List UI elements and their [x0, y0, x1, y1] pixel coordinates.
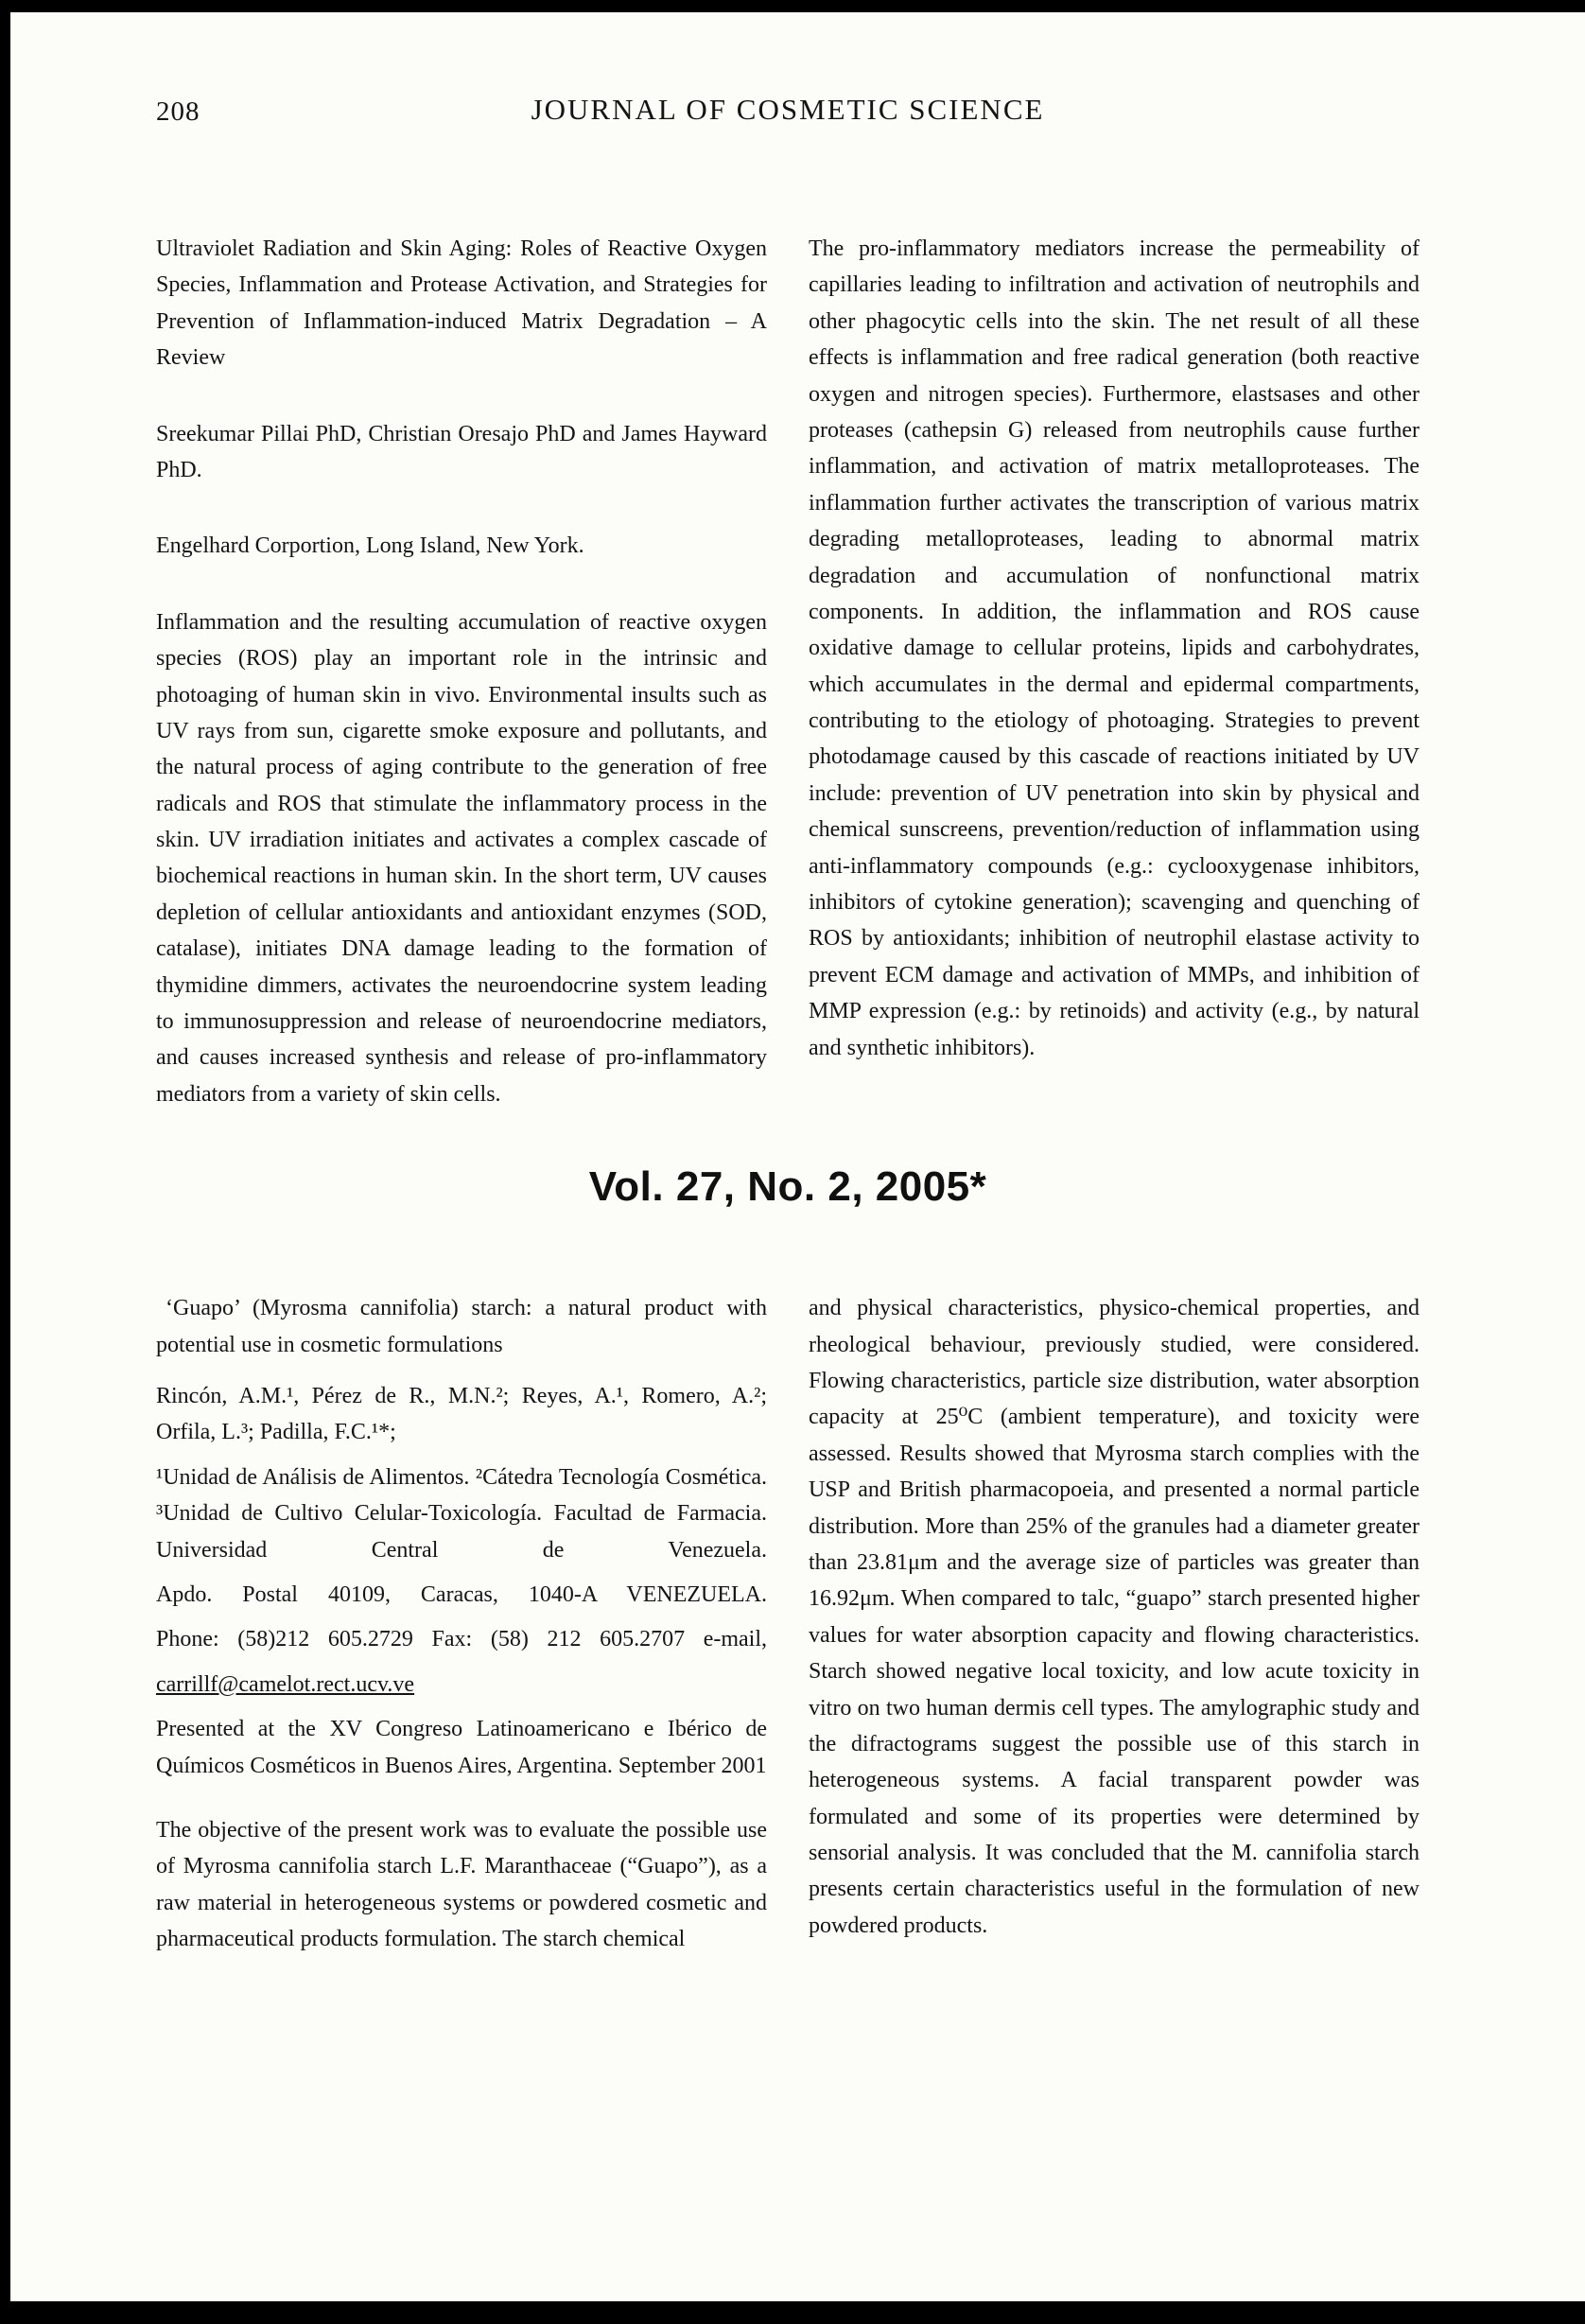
- abstract-1-authors: Sreekumar Pillai PhD, Christian Oresajo PhD and James Hayward PhD.: [156, 421, 767, 482]
- abstract-1-body-left: Inflammation and the resulting accumulation of reactive oxygen species (ROS) play an important role in the intrinsic and photoaging of human skin in vivo. Environmental insults such as UV rays from sun, cigarette smoke exposure and pollutants, and the natural process of aging contribute to the generation of free radicals and ROS that stimulate the inflammatory process in the skin. UV irradiation initiates and activates a complex cascade of biochemical reactions in human skin. In the short term, UV causes depletion of cellular antioxidants and antioxidant enzymes (SOD, catalase), initiates DNA damage leading to the formation of thymidine dimmers, activates the neuroendocrine system leading to immunosuppression and release of neuroendocrine mediators, and causes increased synthesis and release of pro-inflammatory mediators from a variety of skin cells.: [156, 609, 767, 1107]
- abstract-1-affiliation: Engelhard Corportion, Long Island, New York.: [156, 533, 584, 559]
- abstract-2-section: [156, 1290, 1420, 1957]
- abstract-2-presented-note: Presented at the XV Congreso Latinoamericano e Ibérico de Químicos Cosméticos in Buenos Aires, Argentina. September 2001: [156, 1717, 767, 1778]
- abstract-1-right-column: [809, 231, 1420, 1066]
- abstract-1-left-column: [156, 231, 767, 1112]
- scan-border-bottom: [0, 2301, 1585, 2324]
- abstract-2-authors: Rincón, A.M.¹, Pérez de R., M.N.²; Reyes, A.¹, Romero, A.²; Orfila, L.³; Padilla, F.C.¹*;: [156, 1383, 767, 1445]
- abstract-1-body-right: The pro-inflammatory mediators increase the permeability of capillaries leading to infiltration and activation of neutrophils and other phagocytic cells into the skin. The net result of all these effects is inflammation and free radical generation (both reactive oxygen and nitrogen species). Furthermore, elastsases and other proteases (cathepsin G) released from neutrophils cause further inflammation, and activation of matrix metalloproteases. The inflammation further activates the transcription of various matrix degrading metalloproteases, leading to abnormal matrix degradation and accumulation of nonfunctional matrix components. In addition, the inflammation and ROS cause oxidative damage to cellular proteins, lipids and carbohydrates, which accumulates in the dermal and epidermal compartments, contributing to the etiology of photoaging. Strategies to prevent photodamage caused by this cascade of reactions initiated by UV include: prevention of UV penetration into skin by physical and chemical sunscreens, prevention/reduction of inflammation using anti-inflammatory compounds (e.g.: cyclooxygenase inhibitors, inhibitors of cytokine generation); scavenging and quenching of ROS by antioxidants; inhibition of neutrophil elastase activity to prevent ECM damage and activation of MMPs, and inhibition of MMP expression (e.g.: by retinoids) and activity (e.g., by natural and synthetic inhibitors).: [809, 236, 1420, 1060]
- abstract-2-email: carrillf@camelot.rect.ucv.ve: [156, 1671, 415, 1697]
- journal-title: JOURNAL OF COSMETIC SCIENCE: [531, 93, 1045, 126]
- page-header: [156, 91, 1420, 136]
- abstract-2-title: ‘Guapo’ (Myrosma cannifolia) starch: a natural product with potential use in cosmetic formulations: [156, 1296, 767, 1357]
- page-number: 208: [156, 96, 200, 127]
- abstract-2-affiliation: ¹Unidad de Análisis de Alimentos. ²Cátedra Tecnología Cosmética. ³Unidad de Cultivo Celular-Toxicología. Facultad de Farmacia. Universidad Central de Venezuela.: [156, 1464, 767, 1563]
- abstract-1-section: [156, 231, 1420, 1112]
- abstract-2-phone-fax: Phone: (58)212 605.2729 Fax: (58) 212 605.2707 e-mail,: [156, 1627, 767, 1652]
- abstract-2-address: Apdo. Postal 40109, Caracas, 1040-A VENEZUELA.: [156, 1581, 767, 1607]
- abstract-2-body-right: and physical characteristics, physico-chemical properties, and rheological behaviour, previously studied, were considered. Flowing characteristics, particle size distribution, water absorption capacity at 25⁰C (ambient temperature), and toxicity were assessed. Results showed that Myrosma starch complies with the USP and British pharmacopoeia, and presented a normal particle distribution. More than 25% of the granules had a diameter greater than 23.81μm and the average size of particles was greater than 16.92μm. When compared to talc, “guapo” starch presented higher values for water absorption capacity and flowing characteristics. Starch showed negative local toxicity, and low acute toxicity in vitro on two human dermis cell types. The amylographic study and the difractograms suggest the possible use of this starch in heterogeneous systems. A facial transparent powder was formulated and some of its properties were determined by sensorial analysis. It was concluded that the M. cannifolia starch presents certain characteristics useful in the formulation of new powdered products.: [809, 1296, 1420, 1938]
- volume-heading: Vol. 27, No. 2, 2005*: [588, 1163, 987, 1211]
- abstract-2-left-column: [156, 1290, 767, 1957]
- abstract-2-body-left: The objective of the present work was to evaluate the possible use of Myrosma cannifolia starch L.F. Maranthaceae (“Guapo”), as a raw material in heterogeneous systems or powdered cosmetic and pharmaceutical products formulation. The starch chemical: [156, 1817, 767, 1952]
- abstract-2-right-column: [809, 1290, 1420, 1944]
- abstract-1-title: Ultraviolet Radiation and Skin Aging: Roles of Reactive Oxygen Species, Inflammation and Protease Activation, and Strategies for Prevention of Inflammation-induced Matrix Degradation – A Review: [156, 236, 767, 371]
